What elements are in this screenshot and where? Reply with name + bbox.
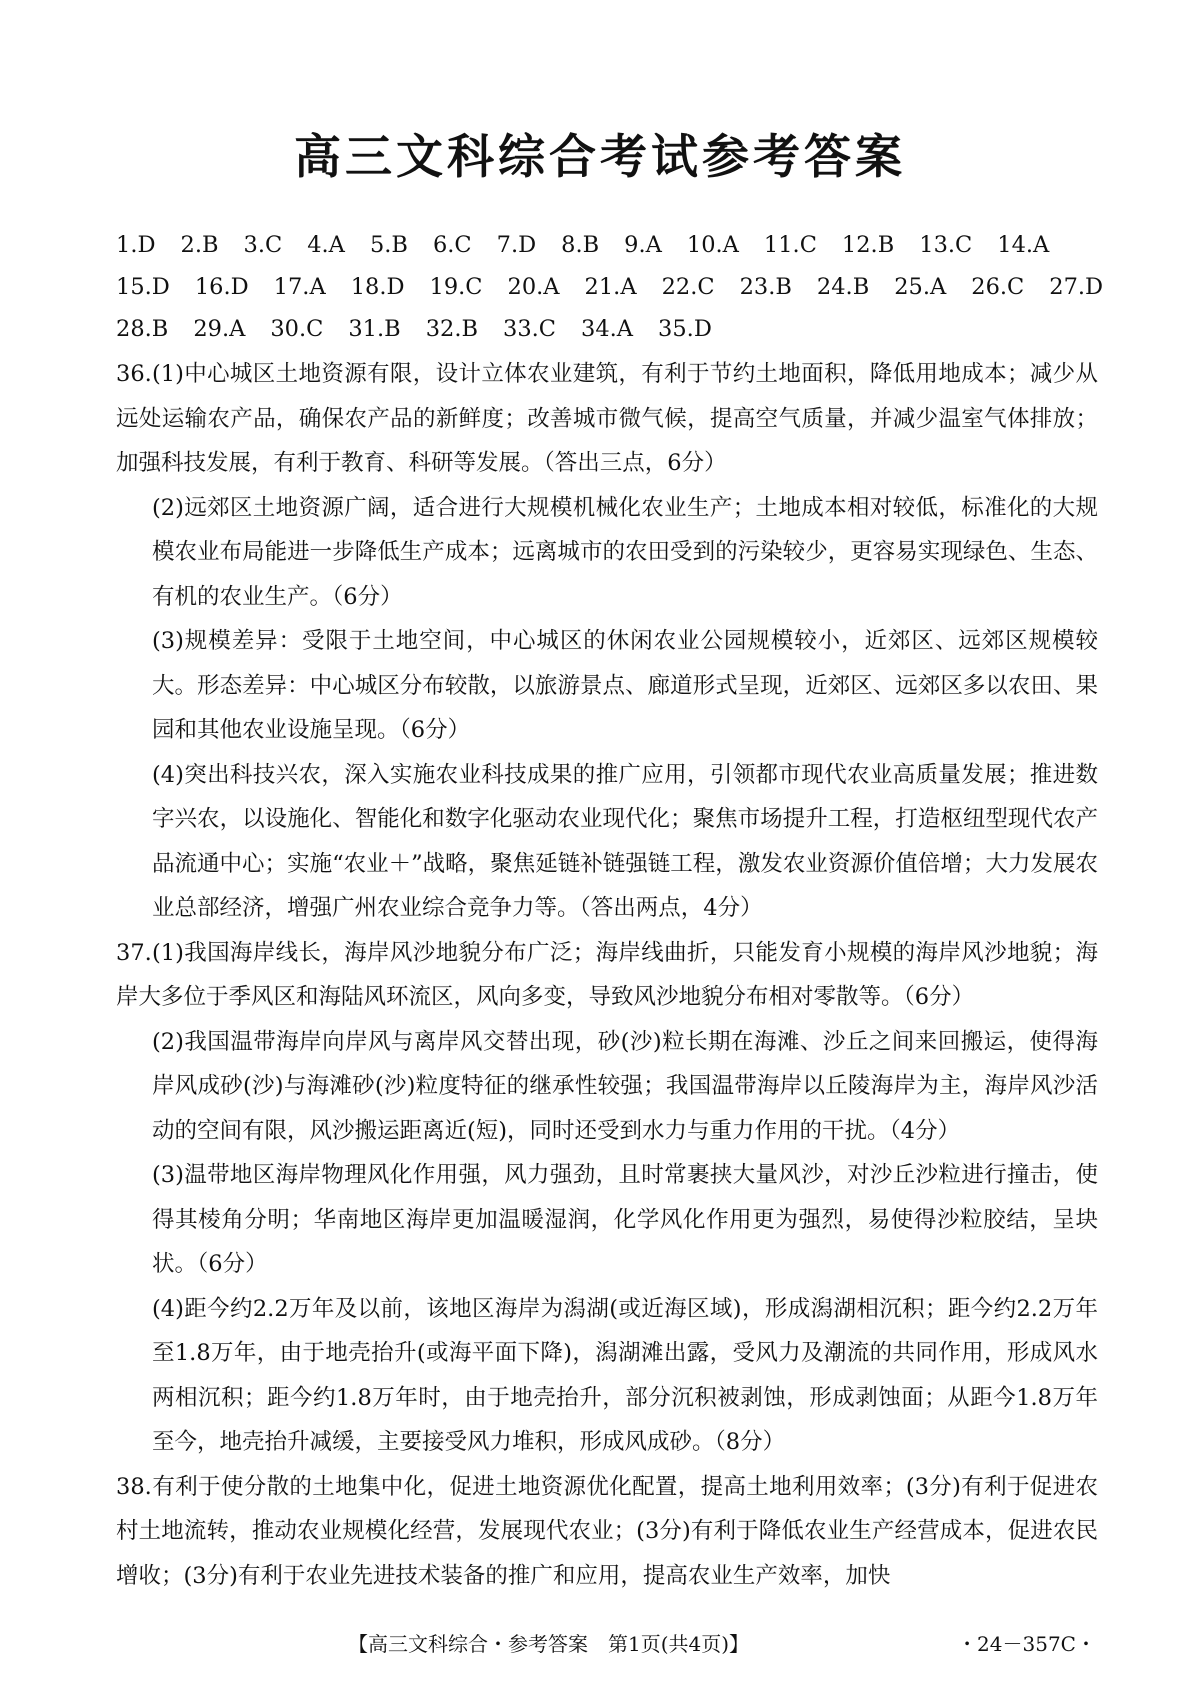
mc-answer: 18.D xyxy=(350,274,405,300)
q36-part-1 xyxy=(116,352,1098,486)
mc-answer: 5.B xyxy=(369,232,408,258)
mc-answer: 6.C xyxy=(432,232,472,258)
mc-row-1 xyxy=(116,224,1096,266)
mc-answer: 23.B xyxy=(739,274,792,300)
mc-answer: 7.D xyxy=(496,232,537,258)
mc-answer: 22.C xyxy=(661,274,715,300)
mc-answer: 14.A xyxy=(997,232,1050,258)
mc-answer: 32.B xyxy=(425,316,479,342)
mc-answer: 31.B xyxy=(348,316,401,342)
mc-answer: 13.C xyxy=(919,232,973,258)
question-38 xyxy=(116,1465,1098,1599)
footer-page-info: 【高三文科综合・参考答案 第1页(共4页)】 xyxy=(348,1632,750,1656)
question-37 xyxy=(116,931,1098,1465)
mc-answer: 33.C xyxy=(503,316,557,342)
q38-part-1-text: 有利于使分散的土地集中化，促进土地资源优化配置，提高土地利用效率；(3分)有利于促进农村土地流转，推动农业规模化经营，发展现代农业；(3分)有利于降低农业生产经营成本，促进农民增收；(3分)有利于农业先进技术装备的推广和应用，提高农业生产效率，加快 xyxy=(116,1473,1098,1589)
mc-row-3 xyxy=(116,308,1096,350)
q37-part-1-text: (1)我国海岸线长，海岸风沙地貌分布广泛；海岸线曲折，只能发育小规模的海岸风沙地貌；海岸大多位于季风区和海陆风环流区，风向多变，导致风沙地貌分布相对零散等。（6分） xyxy=(116,939,1098,1010)
q37-part-2: (2)我国温带海岸向岸风与离岸风交替出现，砂(沙)粒长期在海滩、沙丘之间来回搬运，使得海岸风成砂(沙)与海滩砂(沙)粒度特征的继承性较强；我国温带海岸以丘陵海岸为主，海岸风沙活动的空间有限，风沙搬运距离近(短)，同时还受到水力与重力作用的干扰。（4分） xyxy=(152,1028,1098,1144)
mc-answer: 35.D xyxy=(658,316,712,342)
page-title: 高三文科综合考试参考答案 xyxy=(294,130,906,185)
mc-answer: 21.A xyxy=(584,274,637,300)
q37-part-4: (4)距今约2.2万年及以前，该地区海岸为潟湖(或近海区域)，形成潟湖相沉积；距今约2.2万年至1.8万年，由于地壳抬升(或海平面下降)，潟湖滩出露，受风力及潮流的共同作用，形成风水两相沉积；距今约1.8万年时，由于地壳抬升，部分沉积被剥蚀，形成剥蚀面；从距今1.8万年至今，地壳抬升减缓，主要接受风力堆积，形成风成砂。（8分） xyxy=(152,1295,1098,1455)
mc-answer: 29.A xyxy=(193,316,246,342)
mc-answer: 12.B xyxy=(841,232,895,258)
q37-part-1 xyxy=(116,931,1098,1020)
answer-content xyxy=(116,352,1098,1598)
mc-answer: 15.D xyxy=(116,274,170,300)
question-number: 37. xyxy=(116,939,152,966)
mc-answer: 17.A xyxy=(273,274,326,300)
mc-row-2 xyxy=(116,266,1104,308)
mc-answer: 11.C xyxy=(763,232,817,258)
q36-part-3: (3)规模差异：受限于土地空间，中心城区的休闲农业公园规模较小，近郊区、远郊区规模较大。形态差异：中心城区分布较散，以旅游景点、廊道形式呈现，近郊区、远郊区多以农田、果园和其他农业设施呈现。（6分） xyxy=(152,628,1098,743)
mc-answer: 30.C xyxy=(270,316,324,342)
q36-part-2: (2)远郊区土地资源广阔，适合进行大规模机械化农业生产；土地成本相对较低，标准化的大规模农业布局能进一步降低生产成本；远离城市的农田受到的污染较少，更容易实现绿色、生态、有机的农业生产。（6分） xyxy=(152,494,1098,610)
question-number: 36. xyxy=(116,361,152,387)
mc-answer: 34.A xyxy=(581,316,634,342)
mc-answer: 4.A xyxy=(307,232,345,258)
page-footer xyxy=(0,1628,1200,1660)
question-number: 38. xyxy=(116,1473,152,1500)
mc-answer: 9.A xyxy=(624,232,662,258)
mc-answer: 28.B xyxy=(116,316,169,342)
q38-part-1 xyxy=(116,1465,1098,1599)
mc-answer: 27.D xyxy=(1049,274,1104,300)
mc-answer: 1.D xyxy=(116,232,156,258)
multiple-choice-answers xyxy=(116,224,1104,350)
mc-answer: 20.A xyxy=(507,274,560,300)
mc-answer: 3.C xyxy=(243,232,283,258)
question-36 xyxy=(116,352,1098,931)
mc-answer: 26.C xyxy=(971,274,1025,300)
mc-answer: 19.C xyxy=(429,274,483,300)
mc-answer: 24.B xyxy=(816,274,870,300)
q37-part-3: (3)温带地区海岸物理风化作用强，风力强劲，且时常裹挟大量风沙，对沙丘沙粒进行撞击，使得其棱角分明；华南地区海岸更加温暖湿润，化学风化作用更为强烈，易使得沙粒胶结，呈块状。（6分） xyxy=(152,1162,1098,1277)
footer-exam-code: ・24－357C・ xyxy=(957,1632,1096,1656)
mc-answer: 8.B xyxy=(561,232,600,258)
mc-answer: 10.A xyxy=(686,232,739,258)
q36-part-4: (4)突出科技兴农，深入实施农业科技成果的推广应用，引领都市现代农业高质量发展；推进数字兴农，以设施化、智能化和数字化驱动农业现代化；聚焦市场提升工程，打造枢纽型现代农产品流通中心；实施“农业＋”战略，聚焦延链补链强链工程，激发农业资源价值倍增；大力发展农业总部经济，增强广州农业综合竞争力等。（答出两点，4分） xyxy=(152,761,1098,921)
q36-part-1-text: (1)中心城区土地资源有限，设计立体农业建筑，有利于节约土地面积，降低用地成本；减少从远处运输农产品，确保农产品的新鲜度；改善城市微气候，提高空气质量，并减少温室气体排放；加强科技发展，有利于教育、科研等发展。（答出三点，6分） xyxy=(116,361,1098,476)
mc-answer: 25.A xyxy=(894,274,947,300)
mc-answer: 2.B xyxy=(180,232,219,258)
mc-answer: 16.D xyxy=(194,274,249,300)
